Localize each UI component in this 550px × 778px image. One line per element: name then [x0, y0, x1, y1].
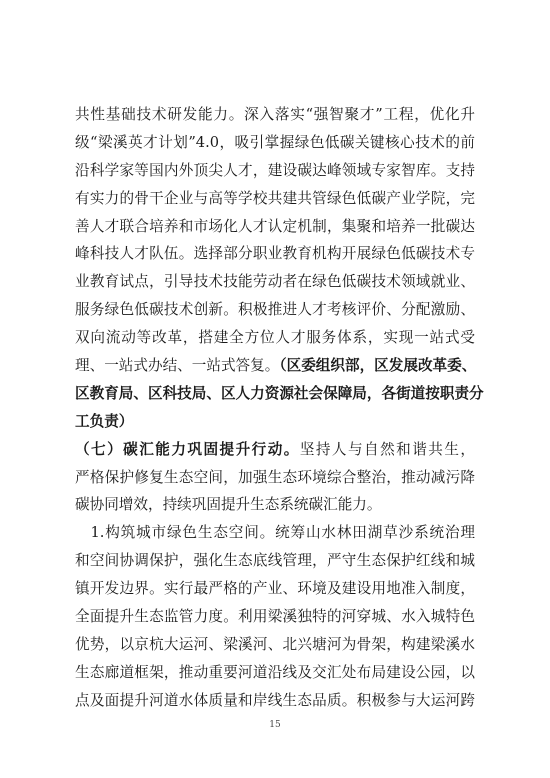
text-line: 优势，以京杭大运河、梁溪河、北兴塘河为骨架，构建梁溪水: [75, 635, 475, 653]
item-heading-line: [75, 519, 475, 547]
text-line: 镇开发边界。实行最严格的产业、环境及建设用地准入制度，: [75, 580, 475, 598]
responsibility-note-line: 区教育局、区科技局、区人力资源社会保障局，各街道按职责分: [75, 384, 484, 402]
text-line: 点及面提升河道水体质量和岸线生态品质。积极参与大运河跨: [75, 691, 475, 709]
section-heading-line: [75, 436, 475, 464]
text-line: 共性基础技术研发能力。深入落实“强智聚才”工程，优化升: [75, 106, 475, 123]
text-line: 全面提升生态监管力度。利用梁溪独特的河穿城、水入城特色: [75, 608, 475, 626]
text-line-with-responsibility: [75, 352, 475, 380]
text-line: 碳协同增效，持续巩固提升生态系统碳汇能力。: [75, 496, 382, 514]
item-heading: 1.构筑城市绿色生态空间。: [90, 524, 276, 542]
text-line: 业教育试点，引导技术技能劳动者在绿色低碳技术领域就业、: [75, 273, 475, 291]
text-line: 级“梁溪英才计划”4.0，吸引掌握绿色低碳关键核心技术的前: [75, 133, 475, 151]
text-line: 有实力的骨干企业与高等学校共建共管绿色低碳产业学院，完: [75, 189, 475, 207]
text-line: 善人才联合培养和市场化人才认定机制，集聚和培养一批碳达: [75, 217, 475, 235]
page-number: 15: [269, 720, 281, 730]
responsibility-note: （区委组织部，区发展改革委、: [279, 357, 477, 375]
text-line: 生态廊道框架，推动重要河道沿线及交汇处布局建设公园，以: [75, 663, 475, 681]
text-segment: 坚持人与自然和谐共生，: [299, 440, 475, 458]
text-line: 沿科学家等国内外顶尖人才，建设碳达峰领域专家智库。支持: [75, 161, 475, 179]
text-line: 服务绿色低碳技术创新。积极推进人才考核评价、分配激励、: [75, 301, 475, 319]
text-line: 和空间协调保护，强化生态底线管理，严守生态保护红线和城: [75, 552, 475, 570]
text-line: 峰科技人才队伍。选择部分职业教育机构开展绿色低碳技术专: [75, 245, 475, 263]
responsibility-note-end: 工负责）: [75, 412, 134, 430]
text-segment: 理、一站式办结、一站式答复。: [75, 357, 280, 375]
text-line: 严格保护修复生态空间，加强生态环境综合整治，推动减污降: [75, 468, 475, 486]
text-line: 双向流动等改革，搭建全方位人才服务体系，实现一站式受: [75, 329, 475, 347]
text-segment: 统筹山水林田湖草沙系统治理: [275, 524, 475, 542]
body-text: [75, 101, 484, 715]
section-heading: （七）碳汇能力巩固提升行动。: [75, 440, 300, 458]
